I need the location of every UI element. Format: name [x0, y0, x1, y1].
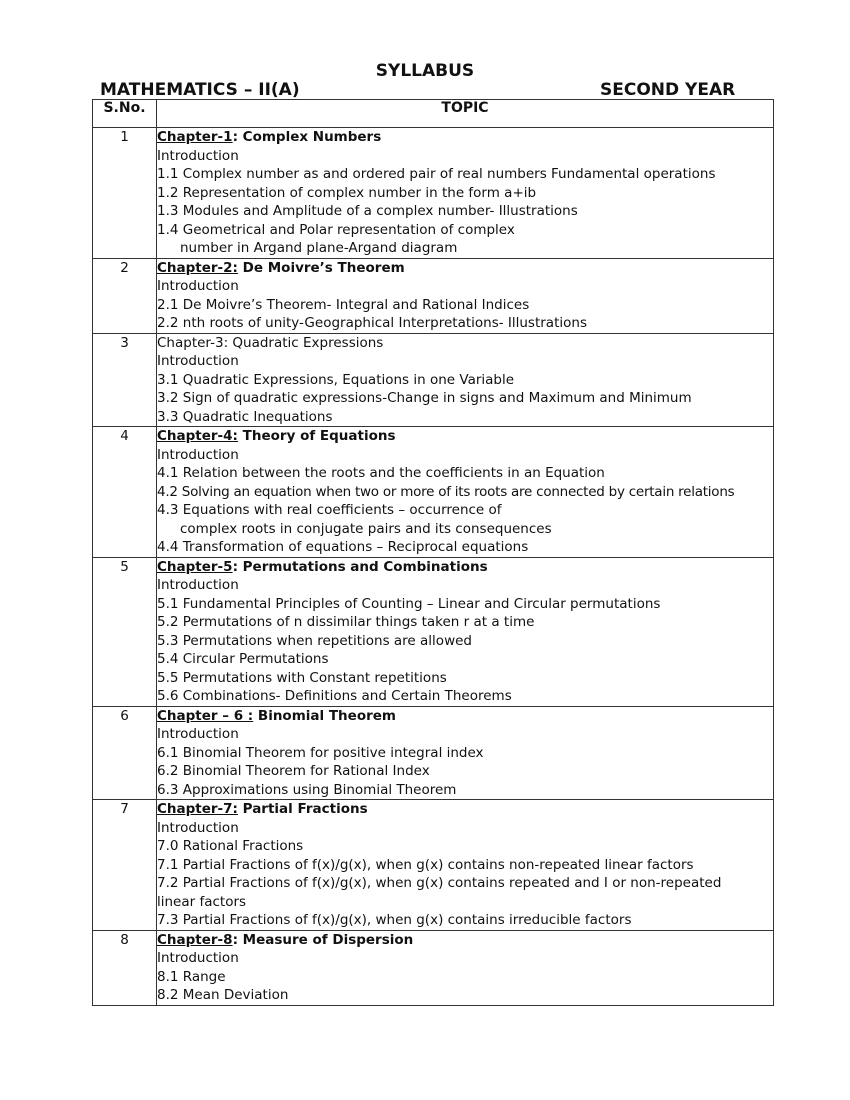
topic-line: 4.2 Solving an equation when two or more of its roots are connected by certain relations: [157, 483, 735, 500]
serial-number: 7: [93, 800, 157, 931]
topic-line: 2.2 nth roots of unity-Geographical Interpretations- Illustrations: [157, 315, 587, 331]
topic-line: linear factors: [157, 893, 247, 910]
chapter-heading: Chapter-3: Quadratic Expressions: [157, 334, 384, 351]
topic-line: 7.1 Partial Fractions of f(x)/g(x), when g(x) contains non-repeated linear factors: [157, 856, 694, 873]
topic-line: 1.2 Representation of complex number in the form a+ib: [157, 184, 537, 201]
table-row: [93, 557, 774, 706]
topic-line: 5.5 Permutations with Constant repetitions: [157, 669, 447, 686]
table-row: [93, 128, 774, 259]
serial-number: 3: [93, 333, 157, 427]
chapter-title: : Permutations and Combinations: [232, 558, 488, 575]
topic-line: 6.2 Binomial Theorem for Rational Index: [157, 763, 430, 779]
syllabus-table: [92, 99, 774, 1006]
topic-cell: [157, 930, 774, 1005]
chapter-label: Chapter-7:: [157, 801, 238, 817]
topic-line: 4.4 Transformation of equations – Reciprocal equations: [157, 539, 529, 555]
chapter-title: De Moivre’s Theorem: [237, 259, 405, 276]
topic-line: Introduction: [157, 278, 239, 294]
topic-line: Introduction: [157, 726, 239, 742]
topic-line: 5.1 Fundamental Principles of Counting – Linear and Circular permutations: [157, 595, 661, 612]
topic-line: Introduction: [157, 446, 239, 463]
topic-line: 6.3 Approximations using Binomial Theorem: [157, 781, 457, 798]
serial-number: 5: [93, 557, 157, 706]
topic-line: 3.3 Quadratic Inequations: [157, 408, 333, 425]
topic-line: Introduction: [157, 147, 239, 164]
topic-cell: [157, 800, 774, 931]
table-row: [93, 333, 774, 427]
table-row: [93, 930, 774, 1005]
topic-line: Introduction: [157, 819, 239, 836]
chapter-heading: [157, 931, 773, 950]
topic-cell: [157, 333, 774, 427]
serial-number: 4: [93, 427, 157, 558]
topic-line: 5.6 Combinations- Definitions and Certain Theorems: [157, 688, 512, 704]
topic-line: 3.1 Quadratic Expressions, Equations in one Variable: [157, 371, 515, 388]
topic-line: Introduction: [157, 950, 239, 966]
topic-line: 1.3 Modules and Amplitude of a complex number- Illustrations: [157, 203, 578, 219]
topic-line: 4.1 Relation between the roots and the coefficients in an Equation: [157, 465, 605, 481]
chapter-label: Chapter-8: [157, 931, 233, 948]
topic-cell: [157, 128, 774, 259]
subject-heading: MATHEMATICS – II(A): [100, 80, 300, 100]
topic-line: 2.1 De Moivre’s Theorem- Integral and Rational Indices: [157, 296, 530, 313]
topic-line: 1.1 Complex number as and ordered pair of real numbers Fundamental operations: [157, 166, 716, 182]
chapter-heading: [157, 427, 773, 446]
chapter-heading: [157, 558, 773, 577]
chapter-title: : Measure of Dispersion: [232, 931, 414, 948]
topic-line: 1.4 Geometrical and Polar representation of complex: [157, 221, 515, 238]
topic-line: 3.2 Sign of quadratic expressions-Change in signs and Maximum and Minimum: [157, 390, 692, 406]
chapter-title: Partial Fractions: [237, 801, 368, 817]
serial-number: 1: [93, 128, 157, 259]
chapter-label: Chapter – 6 :: [157, 707, 254, 724]
chapter-heading: [157, 707, 773, 726]
topic-line: Introduction: [157, 577, 239, 593]
chapter-heading: [157, 800, 773, 819]
topic-line: 5.2 Permutations of n dissimilar things taken r at a time: [157, 614, 535, 630]
sno-column-header: S.No.: [93, 100, 157, 128]
topic-cell: [157, 258, 774, 333]
topic-line: 6.1 Binomial Theorem for positive integral index: [157, 744, 484, 761]
serial-number: 6: [93, 706, 157, 800]
table-row: [93, 258, 774, 333]
topic-column-header: TOPIC: [157, 100, 774, 128]
chapter-title: Theory of Equations: [237, 428, 396, 444]
topic-line: 5.4 Circular Permutations: [157, 651, 329, 667]
topic-line: 7.2 Partial Fractions of f(x)/g(x), when g(x) contains repeated and I or non-repeated: [157, 875, 722, 891]
chapter-label: Chapter-2:: [157, 259, 238, 276]
syllabus-title: SYLLABUS: [375, 61, 475, 81]
serial-number: 2: [93, 258, 157, 333]
chapter-heading: [157, 128, 773, 147]
topic-line: number in Argand plane-Argand diagram: [180, 240, 458, 256]
topic-line: 5.3 Permutations when repetitions are allowed: [157, 632, 472, 649]
table-row: [93, 706, 774, 800]
table-header-row: [93, 100, 774, 128]
year-heading: SECOND YEAR: [600, 80, 736, 100]
table-row: [93, 427, 774, 558]
chapter-label: Chapter-4:: [157, 428, 238, 444]
topic-cell: [157, 706, 774, 800]
serial-number: 8: [93, 930, 157, 1005]
topic-line: 4.3 Equations with real coefficients – occurrence of: [157, 502, 502, 518]
topic-line: Introduction: [157, 353, 239, 369]
topic-line: 8.1 Range: [157, 968, 226, 985]
topic-line: 7.3 Partial Fractions of f(x)/g(x), when g(x) contains irreducible factors: [157, 912, 632, 928]
topic-line: 8.2 Mean Deviation: [157, 987, 289, 1003]
chapter-label: Chapter-1: [157, 129, 233, 145]
table-row: [93, 800, 774, 931]
topic-cell: [157, 427, 774, 558]
chapter-heading: [157, 259, 773, 278]
chapter-label: Chapter-5: [157, 558, 233, 575]
topic-cell: [157, 557, 774, 706]
topic-line: complex roots in conjugate pairs and its consequences: [180, 520, 552, 537]
chapter-title: Binomial Theorem: [253, 707, 396, 724]
topic-line: 7.0 Rational Fractions: [157, 838, 304, 854]
chapter-title: : Complex Numbers: [232, 129, 382, 145]
